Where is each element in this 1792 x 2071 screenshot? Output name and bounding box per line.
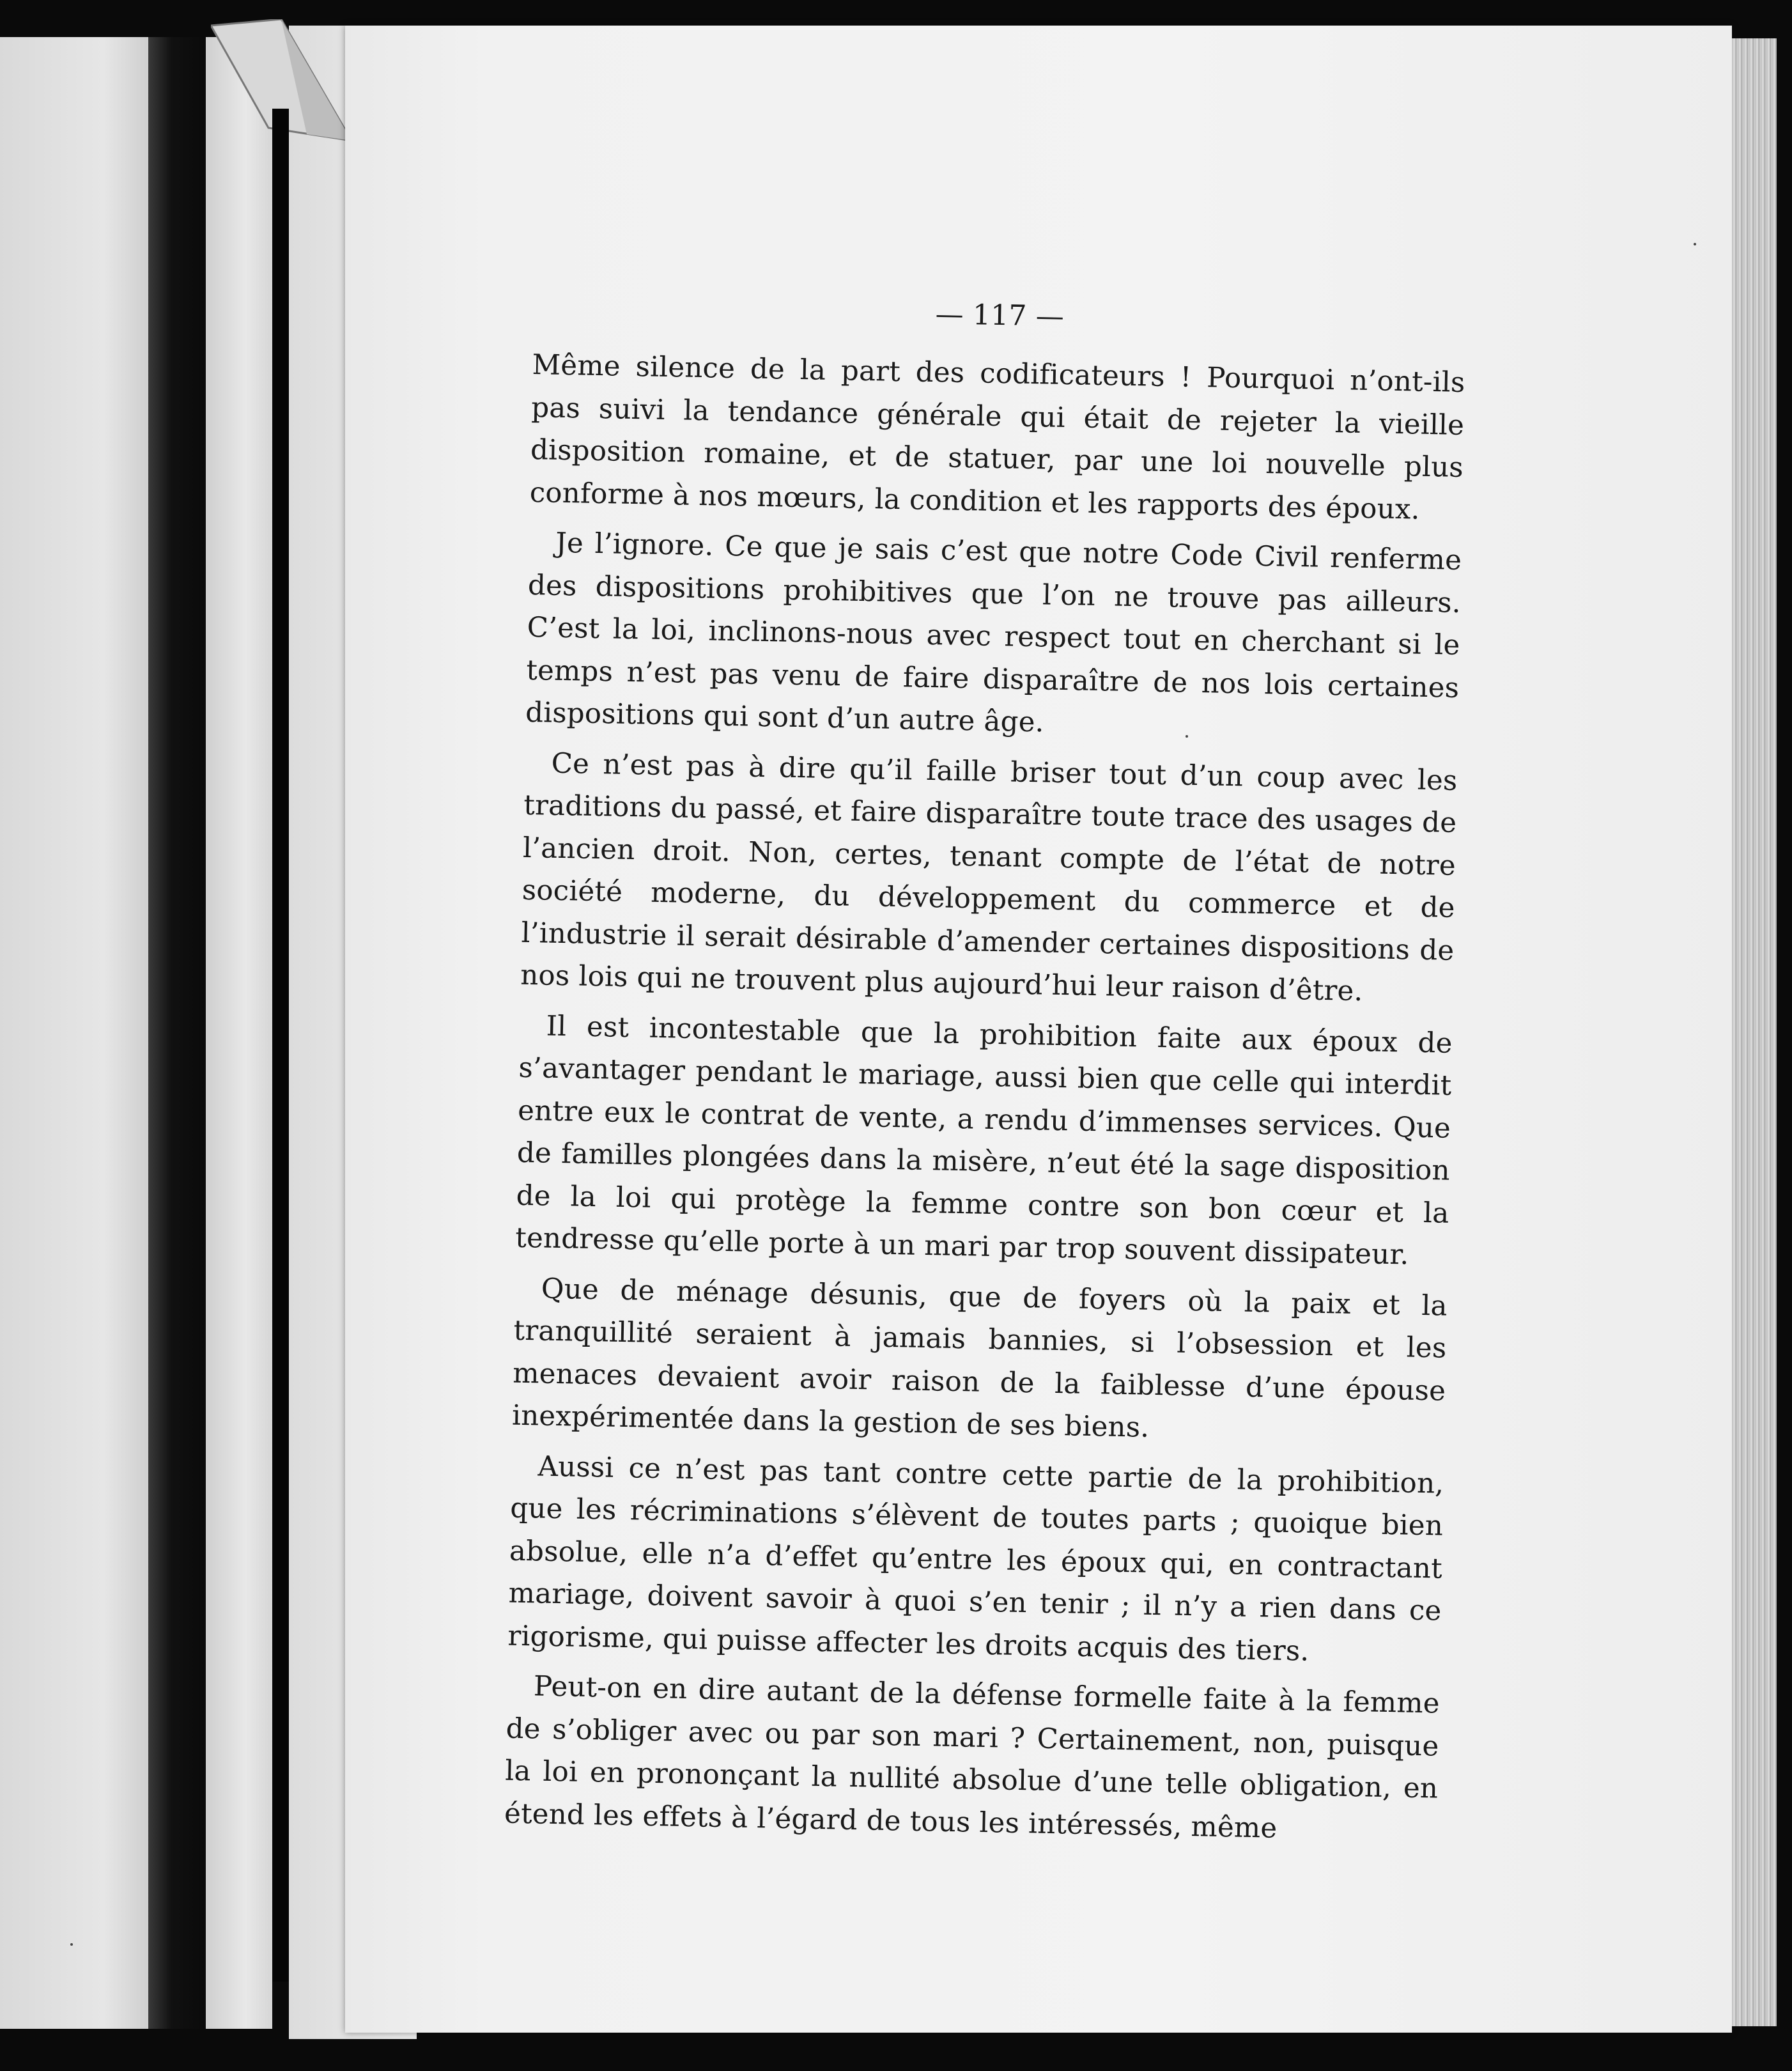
paragraph: Peut-on en dire autant de la défense formelle faite à la femme de s’obliger avec ou par son mari ? Certainement, non, puisque la loi en prononçant la nullité absolue d’une telle obligation, en étend les effets à l’égard de tous les intéressés, même [504,1670,1441,1845]
facing-page-edge [0,37,148,2029]
paragraph: Je l’ignore. Ce que je sais c’est que notre Code Civil renferme des dispositions prohibitives que l’on ne trouve pas ailleurs. C’est la loi, inclinons-nous avec respect tout en cherchant si le temps n’est pas venu de faire disparaître de nos lois certaines dispositions qui sont d’un autre âge. [525,527,1462,739]
speck [70,1943,73,1946]
page-number: — 117 — [935,298,1065,333]
paragraph: Ce n’est pas à dire qu’il faille briser tout d’un coup avec les traditions du passé, et faire disparaître toute trace des usages de l’ancien droit. Non, certes, tenant compte de l’état de notre société moderne, du développement du commerce et de l’industrie il serait désirable d’amender certaines dispositions de nos lois qui ne trouvent plus aujourd’hui leur raison d’être. [520,747,1458,1008]
paragraph: Il est incontestable que la prohibition faite aux époux de s’avantager pendant le mariage, aussi bien que celle qui interdit entre eux le contrat de vente, a rendu d’immenses services. Que de familles plongées dans la misère, n’eut été la sage disposition de la loi qui protège la femme contre son bon cœur et la tendresse qu’elle porte à un mari par trop souvent dissipateur. [514,1010,1453,1271]
binding-strip [206,37,272,2029]
gutter-shadow [272,109,289,1982]
paragraph: Même silence de la part des codificateurs ! Pourquoi n’ont-ils pas suivi la tendance générale qui était de rejeter la vieille disposition romaine, et de statuer, par une loi nouvelle plus conforme à nos mœurs, la condition et les rapports des époux. [529,348,1465,526]
speck [1694,243,1696,245]
page-stack-edges [1732,38,1777,2026]
book-spine-shadow [148,37,206,2029]
paragraph: Aussi ce n’est pas tant contre cette partie de la prohibition, que les récriminations s’élèvent de toutes parts ; quoique bien absolue, elle n’a d’effet qu’entre les époux qui, en contractant mariage, doivent savoir à quoi s’en tenir ; il n’y a rien dans ce rigorisme, qui puisse affecter les droits acquis des tiers. [507,1450,1444,1668]
paragraph: Que de ménage désunis, que de foyers où la paix et la tranquillité seraient à jamais bannies, si l’obsession et les menaces devaient avoir raison de la faiblesse d’une épouse inexpérimentée dans la gestion de ses biens. [511,1273,1448,1444]
page-text [504,288,1466,1861]
